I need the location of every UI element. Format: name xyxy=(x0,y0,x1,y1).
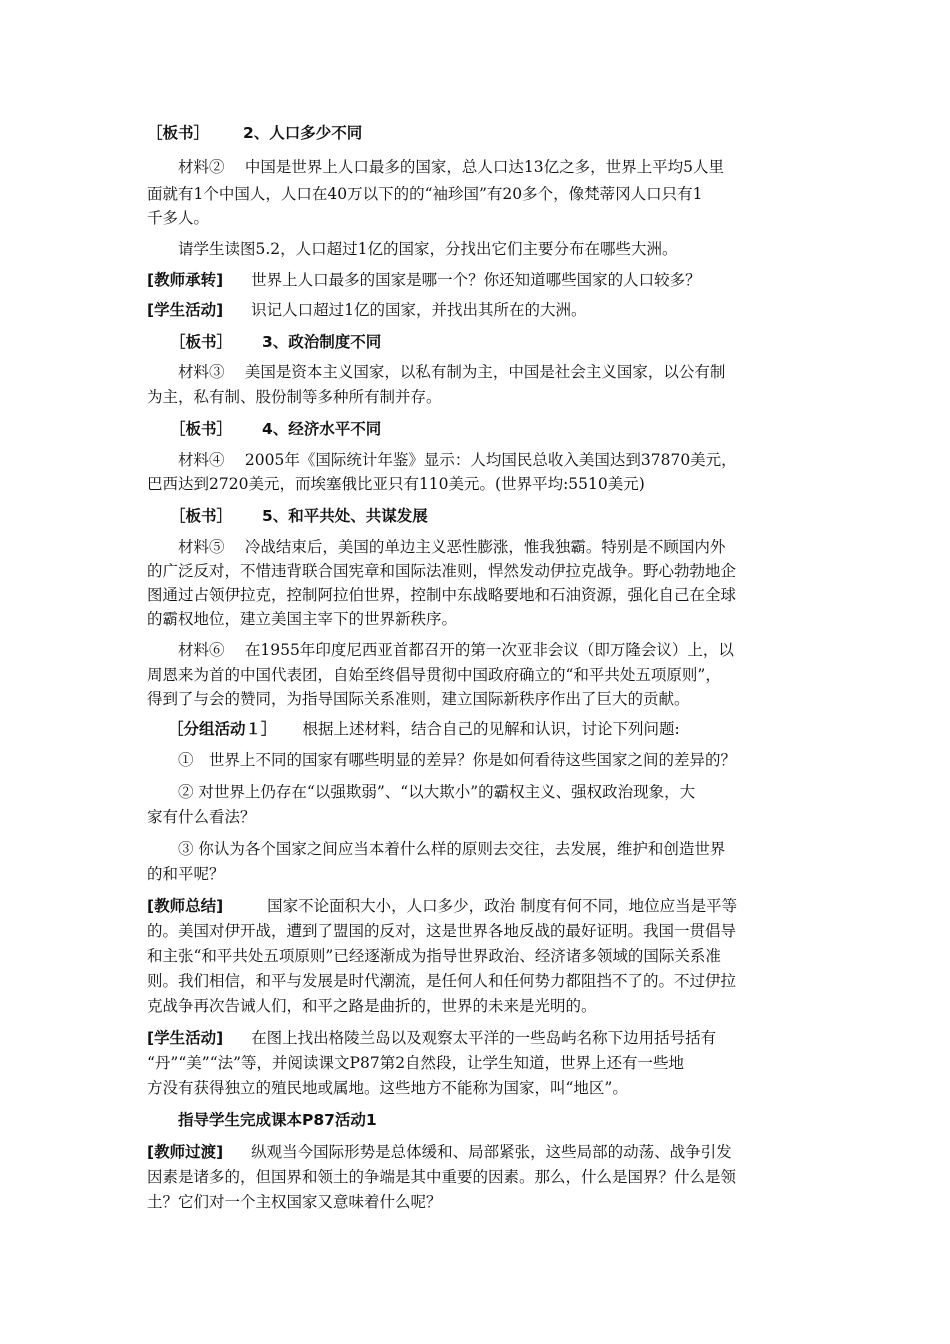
text-line: 和主张“和平共处五项原则”已经逐渐成为指导世界政治、经济诸多领域的国际关系准 xyxy=(147,947,721,965)
text-line: 千多人。 xyxy=(147,209,210,227)
line-text: 识记人口超过1亿的国家，并找出其所在的大洲。 xyxy=(251,301,587,319)
text-line: 得到了与会的赞同，为指导国际关系准则，建立国际新秩序作出了巨大的贡献。 xyxy=(147,690,690,708)
label-teacher-transition: [教师过渡] xyxy=(147,1143,224,1161)
board-heading-3 xyxy=(170,330,381,354)
line-text: 纵观当今国际形势是总体缓和、局部紧张，这些局部的动荡、战争引发 xyxy=(251,1143,732,1161)
teacher-summary-line xyxy=(147,894,737,918)
heading-text: 2、人口多少不同 xyxy=(243,124,363,142)
student-activity-line-2 xyxy=(147,1026,716,1050)
text-line: 材料③ 美国是资本主义国家，以私有制为主，中国是社会主义国家，以公有制 xyxy=(178,363,726,381)
text-line: 家有什么看法？ xyxy=(147,808,256,826)
label-board: ［板书］ xyxy=(170,507,233,525)
text-line: 周恩来为首的中国代表团，自始至终倡导贯彻中国政府确立的“和平共处五项原则”， xyxy=(147,666,721,684)
guide-activity-line: 指导学生完成课本P87活动1 xyxy=(178,1111,377,1129)
board-heading-5 xyxy=(170,504,428,528)
text-line: 则。我们相信，和平与发展是时代潮流，是任何人和任何势力都阻挡不了的。不过伊拉 xyxy=(147,972,737,990)
label-student-activity: [学生活动] xyxy=(147,301,224,319)
student-activity-line xyxy=(147,298,587,322)
text-line: 材料② 中国是世界上人口最多的国家，总人口达13亿之多，世界上平均5人里 xyxy=(178,158,725,176)
heading-text: 4、经济水平不同 xyxy=(262,420,382,438)
text-line: 的广泛反对，不惜违背联合国宪章和国际法准则，悍然发动伊拉克战争。野心勃勃地企 xyxy=(147,562,737,580)
text-line: 因素是诸多的，但国界和领土的争端是其中重要的因素。那么，什么是国界？什么是领 xyxy=(147,1168,737,1186)
text-line: 为主，私有制、股份制等多种所有制并存。 xyxy=(147,388,442,406)
question-3: ③ 你认为各个国家之间应当本着什么样的原则去交往，去发展，维护和创造世界 xyxy=(178,840,726,858)
text-line: 请学生读图5.2，人口超过1亿的国家，分找出它们主要分布在哪些大洲。 xyxy=(178,240,678,258)
question-2: ② 对世界上仍存在“以强欺弱”、“以大欺小”的霸权主义、强权政治现象，大 xyxy=(178,783,696,801)
text-line: 材料⑤ 冷战结束后，美国的单边主义恶性膨涨，惟我独霸。特别是不顾国内外 xyxy=(178,538,726,556)
text-line: 巴西达到2720美元，而埃塞俄比亚只有110美元。(世界平均:5510美元) xyxy=(147,475,645,493)
teacher-transition-line xyxy=(147,268,701,292)
text-line: 材料④ 2005年《国际统计年鉴》显示：人均国民总收入美国达到37870美元， xyxy=(178,451,737,469)
label-student-activity: [学生活动] xyxy=(147,1029,224,1047)
text-line: 材料⑥ 在1955年印度尼西亚首都召开的第一次亚非会议（即万隆会议）上，以 xyxy=(178,641,734,659)
label-teacher-transition: [教师承转] xyxy=(147,271,224,289)
label-board: ［板书］ xyxy=(147,124,210,142)
label-board: ［板书］ xyxy=(170,420,233,438)
group-activity-line xyxy=(168,717,680,741)
line-text: 根据上述材料，结合自己的见解和认识，讨论下列问题: xyxy=(302,720,680,738)
heading-text: 3、政治制度不同 xyxy=(262,333,382,351)
board-heading-4 xyxy=(170,417,381,441)
text-line: 土？它们对一个主权国家又意味着什么呢？ xyxy=(147,1193,442,1211)
teacher-transition-line-2 xyxy=(147,1140,732,1164)
line-text: 在图上找出格陵兰岛以及观察太平洋的一些岛屿名称下边用括号括有 xyxy=(251,1029,717,1047)
label-teacher-summary: [教师总结] xyxy=(147,897,224,915)
text-line: 方没有获得独立的殖民地或属地。这些地方不能称为国家，叫“地区”。 xyxy=(147,1079,628,1097)
question-1: ① 世界上不同的国家有哪些明显的差异？你是如何看待这些国家之间的差异的？ xyxy=(178,751,737,769)
text-line: “丹”“美”“法”等，并阅读课文P87第2自然段，让学生知道，世界上还有一些地 xyxy=(147,1054,685,1072)
text-line: 的和平呢？ xyxy=(147,865,225,883)
text-line: 的霸权地位，建立美国主宰下的世界新秩序。 xyxy=(147,610,458,628)
label-board: ［板书］ xyxy=(170,333,233,351)
line-text: 世界上人口最多的国家是哪一个？你还知道哪些国家的人口较多？ xyxy=(251,271,701,289)
text-line: 克战争再次告诫人们，和平之路是曲折的，世界的未来是光明的。 xyxy=(147,997,597,1015)
line-text: 国家不论面积大小，人口多少，政治 制度有何不同，地位应当是平等 xyxy=(267,897,738,915)
heading-text: 5、和平共处、共谋发展 xyxy=(262,507,428,525)
text-line: 图通过占领伊拉克，控制阿拉伯世界，控制中东战略要地和石油资源，强化自己在全球 xyxy=(147,586,737,604)
text-line: 面就有1个中国人，人口在40万以下的的“袖珍国”有20多个，像梵蒂冈人口只有1 xyxy=(147,185,703,203)
text-line: 的。美国对伊开战，遭到了盟国的反对，这是世界各地反战的最好证明。我国一贯倡导 xyxy=(147,922,737,940)
label-group-activity: ［分组活动１］ xyxy=(168,720,277,738)
board-heading-2 xyxy=(147,121,362,145)
